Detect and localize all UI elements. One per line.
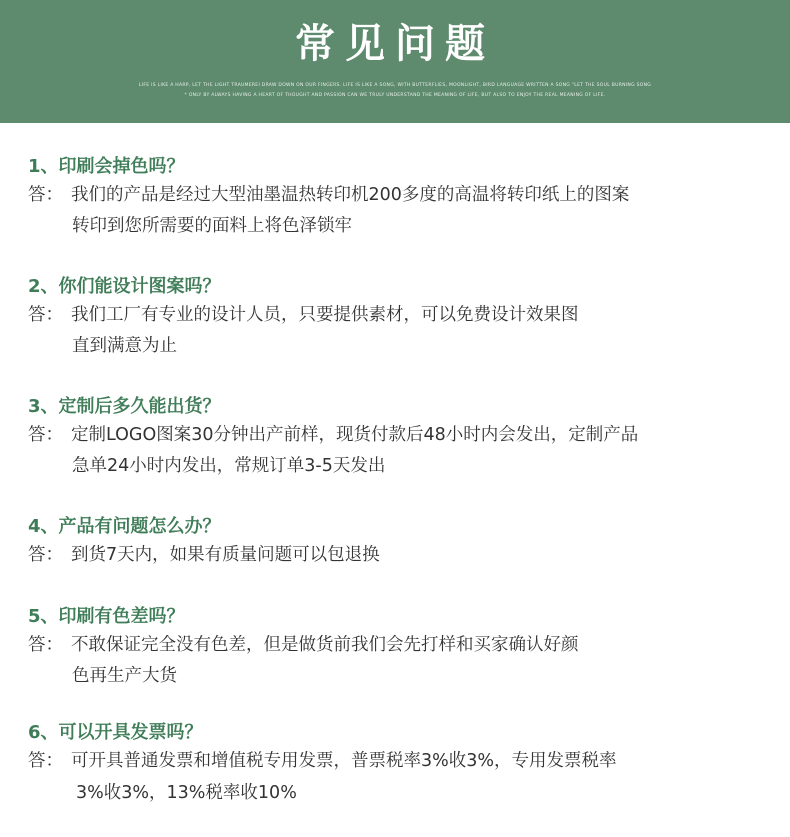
faq-answer-5-line-1: 不敢保证完全没有色差，但是做货前我们会先打样和买家确认好颜 bbox=[71, 635, 579, 655]
faq-answer-5-line-2: 色再生产大货 bbox=[72, 666, 177, 686]
answer-prefix: 答： bbox=[28, 751, 63, 771]
faq-answer-6 bbox=[28, 746, 617, 776]
answer-prefix: 答： bbox=[28, 545, 63, 565]
faq-question-4: 4、产品有问题怎么办？ bbox=[28, 516, 221, 537]
answer-prefix: 答： bbox=[28, 305, 63, 325]
faq-question-3: 3、定制后多久能出货？ bbox=[28, 396, 221, 417]
faq-answer-1-line-2: 转印到您所需要的面料上将色泽锁牢 bbox=[72, 216, 352, 236]
faq-answer-6-line-1: 可开具普通发票和增值税专用发票，普票税率3%收3%，专用发票税率 bbox=[71, 751, 617, 771]
faq-answer-2 bbox=[28, 300, 579, 330]
answer-prefix: 答： bbox=[28, 425, 63, 445]
faq-answer-1 bbox=[28, 180, 629, 210]
faq-question-5: 5、印刷有色差吗？ bbox=[28, 606, 185, 627]
answer-prefix: 答： bbox=[28, 635, 63, 655]
faq-answer-5 bbox=[28, 630, 579, 660]
tagline-line-2: * ONLY BY ALWAYS HAVING A HEART OF THOUGHT AND PASSION CAN WE TRULY UNDERSTAND THE MEANING OF LIFE, BUT ALSO TO ENJOY THE REAL MEANING OF LIFE. bbox=[184, 93, 606, 98]
answer-prefix: 答： bbox=[28, 185, 63, 205]
page-title: 常见问题 bbox=[295, 21, 495, 67]
faq-question-2: 2、你们能设计图案吗？ bbox=[28, 276, 221, 297]
faq-answer-3-line-1: 定制LOGO图案30分钟出产前样，现货付款后48小时内会发出，定制产品 bbox=[71, 425, 639, 445]
faq-answer-1-line-1: 我们的产品是经过大型油墨温热转印机200多度的高温将转印纸上的图案 bbox=[71, 185, 630, 205]
faq-answer-4-line-1: 到货7天内，如果有质量问题可以包退换 bbox=[71, 545, 380, 565]
faq-answer-3 bbox=[28, 420, 638, 450]
faq-answer-6-line-2: 3%收3%，13%税率收10% bbox=[76, 783, 297, 803]
faq-question-1: 1、印刷会掉色吗？ bbox=[28, 156, 185, 177]
tagline-line-1: LIFE IS LIKE A HARP, LET THE LIGHT TRAUMEREI DRAW DOWN ON OUR FINGERS. LIFE IS LIKE A SONG, WITH BUTTERFLIES, MOONLIGHT, BIRD LANGUAGE WRITTEN A SONG “LET THE SOUL BURNING SONG bbox=[138, 83, 652, 88]
faq-answer-2-line-1: 我们工厂有专业的设计人员，只要提供素材，可以免费设计效果图 bbox=[71, 305, 579, 325]
faq-question-6: 6、可以开具发票吗？ bbox=[28, 722, 203, 743]
faq-answer-4 bbox=[28, 540, 380, 570]
header-banner bbox=[0, 0, 790, 123]
faq-answer-3-line-2: 急单24小时内发出，常规订单3-5天发出 bbox=[72, 456, 386, 476]
faq-answer-2-line-2: 直到满意为止 bbox=[72, 336, 177, 356]
